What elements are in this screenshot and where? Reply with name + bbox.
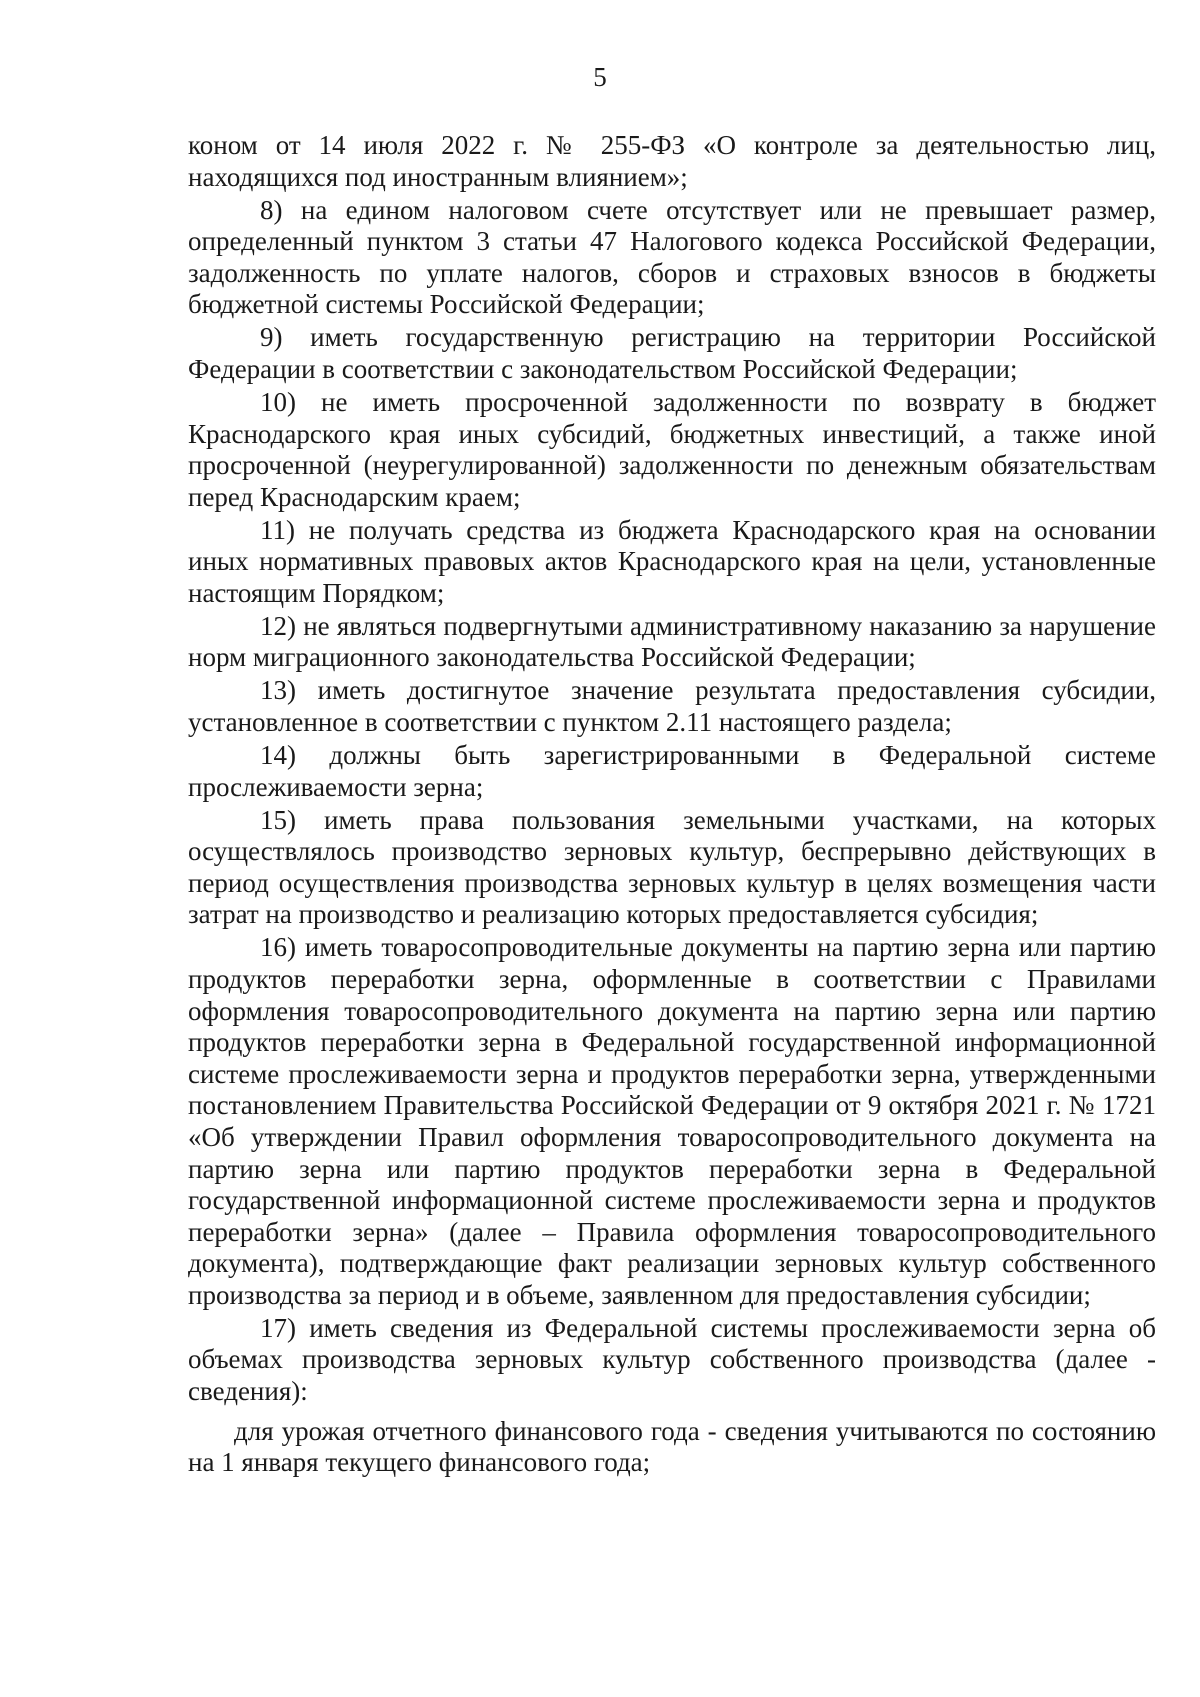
paragraph-continuation: коном от 14 июля 2022 г. № 255-ФЗ «О контроле за деятельностью лиц, находящихся под иностранным влиянием»; — [188, 130, 1156, 192]
paragraph-item-16: 16) иметь товаросопроводительные документы на партию зерна или партию продуктов переработки зерна, оформленные в соответствии с Правилами оформления товаросопроводительного документа на партию зерна или партию продуктов переработки зерна в Федеральной государственной информационной системе прослеживаемости зерна и продуктов переработки зерна, утвержденными постановлением Правительства Российской Федерации от 9 октября 2021 г. № 1721 «Об утверждении Правил оформления товаросопроводительного документа на партию зерна или партию продуктов переработки зерна в Федеральной государственной информационной системе прослеживаемости зерна и продуктов переработки зерна» (далее – Правила оформления товаросопроводительного документа), подтверждающие факт реализации зерновых культур собственного производства за период и в объеме, заявленном для предоставления субсидии; — [188, 932, 1156, 1310]
paragraph-item-8: 8) на едином налоговом счете отсутствует или не превышает размер, определенный пунктом 3 статьи 47 Налогового кодекса Российской Федерации, задолженность по уплате налогов, сборов и страховых взносов в бюджеты бюджетной системы Российской Федерации; — [188, 194, 1156, 320]
paragraph-item-12: 12) не являться подвергнутыми административному наказанию за нарушение норм миграционного законодательства Российской Федерации; — [188, 610, 1156, 673]
paragraph-item-14: 14) должны быть зарегистрированными в Федеральной системе прослеживаемости зерна; — [188, 740, 1156, 802]
paragraph-subitem: для урожая отчетного финансового года - сведения учитываются по состоянию на 1 января текущего финансового года; — [188, 1415, 1156, 1478]
paragraph-item-17: 17) иметь сведения из Федеральной системы прослеживаемости зерна об объемах производства зерновых культур собственного производства (далее - сведения): — [188, 1312, 1156, 1407]
document-body — [188, 130, 1156, 1480]
paragraph-item-11: 11) не получать средства из бюджета Краснодарского края на основании иных нормативных правовых актов Краснодарского края на цели, установленные настоящим Порядком; — [188, 514, 1156, 608]
paragraph-item-15: 15) иметь права пользования земельными участками, на которых осуществлялось производство зерновых культур, беспрерывно действующих в период осуществления производства зерновых культур в целях возмещения части затрат на производство и реализацию которых предоставляется субсидия; — [188, 804, 1156, 930]
paragraph-item-10: 10) не иметь просроченной задолженности по возврату в бюджет Краснодарского края иных субсидий, бюджетных инвестиций, а также иной просроченной (неурегулированной) задолженности по денежным обязательствам перед Краснодарским краем; — [188, 386, 1156, 512]
page-number: 5 — [593, 62, 607, 92]
paragraph-item-13: 13) иметь достигнутое значение результата предоставления субсидии, установленное в соответствии с пунктом 2.11 настоящего раздела; — [188, 675, 1156, 738]
paragraph-item-9: 9) иметь государственную регистрацию на территории Российской Федерации в соответствии с законодательством Российской Федерации; — [188, 322, 1156, 384]
